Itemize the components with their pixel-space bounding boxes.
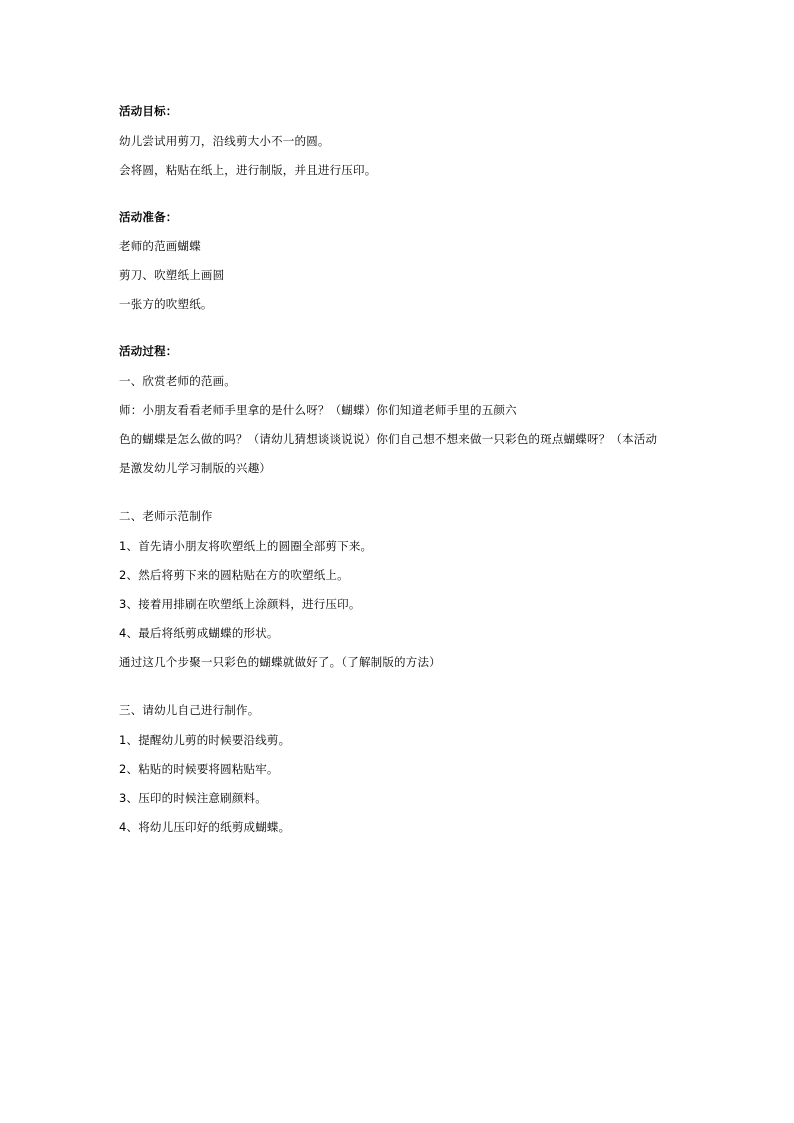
process-part3-title: 三、请幼儿自己进行制作。 [119,703,260,717]
process-part3-step: 4、将幼儿压印好的纸剪成蝴蝶。 [119,820,291,834]
process-part2-summary: 通过这几个步聚一只彩色的蝴蝶就做好了。（了解制版的方法） [119,655,441,669]
process-part2-step: 4、最后将纸剪成蝴蝶的形状。 [119,626,279,640]
process-part2-title: 二、老师示范制作 [119,509,213,523]
process-part2-step: 2、然后将剪下来的圆粘贴在方的吹塑纸上。 [119,568,349,582]
prep-item: 一张方的吹塑纸。 [119,297,213,311]
prep-item: 剪刀、吹塑纸上画圆 [119,268,225,282]
goal-item: 幼儿尝试用剪刀，沿线剪大小不一的圆。 [119,134,330,148]
process-part2-step: 1、首先请小朋友将吹塑纸上的圆圈全部剪下来。 [119,539,373,553]
process-part2-step: 3、接着用排刷在吹塑纸上涂颜料，进行压印。 [119,597,361,611]
goal-item: 会将圆，粘贴在纸上，进行制版，并且进行压印。 [119,163,377,177]
process-part1-line: 色的蝴蝶是怎么做的吗？（请幼儿猜想谈谈说说）你们自己想不想来做一只彩色的斑点蝴蝶呀？（本活动 [119,432,658,446]
goals-heading: 活动目标： [119,104,178,118]
process-heading: 活动过程： [119,344,178,358]
prep-item: 老师的范画蝴蝶 [119,239,201,253]
process-part3-step: 2、粘贴的时候要将圆粘贴牢。 [119,762,279,776]
prep-heading: 活动准备： [119,210,178,224]
process-part1-line: 师：小朋友看看老师手里拿的是什么呀？（蝴蝶）你们知道老师手里的五颜六 [119,403,517,417]
process-part1-title: 一、欣赏老师的范画。 [119,374,236,388]
process-part3-step: 1、提醒幼儿剪的时候要沿线剪。 [119,733,291,747]
process-part3-step: 3、压印的时候注意刷颜料。 [119,791,267,805]
process-part1-line: 是激发幼儿学习制版的兴趣） [119,461,272,475]
